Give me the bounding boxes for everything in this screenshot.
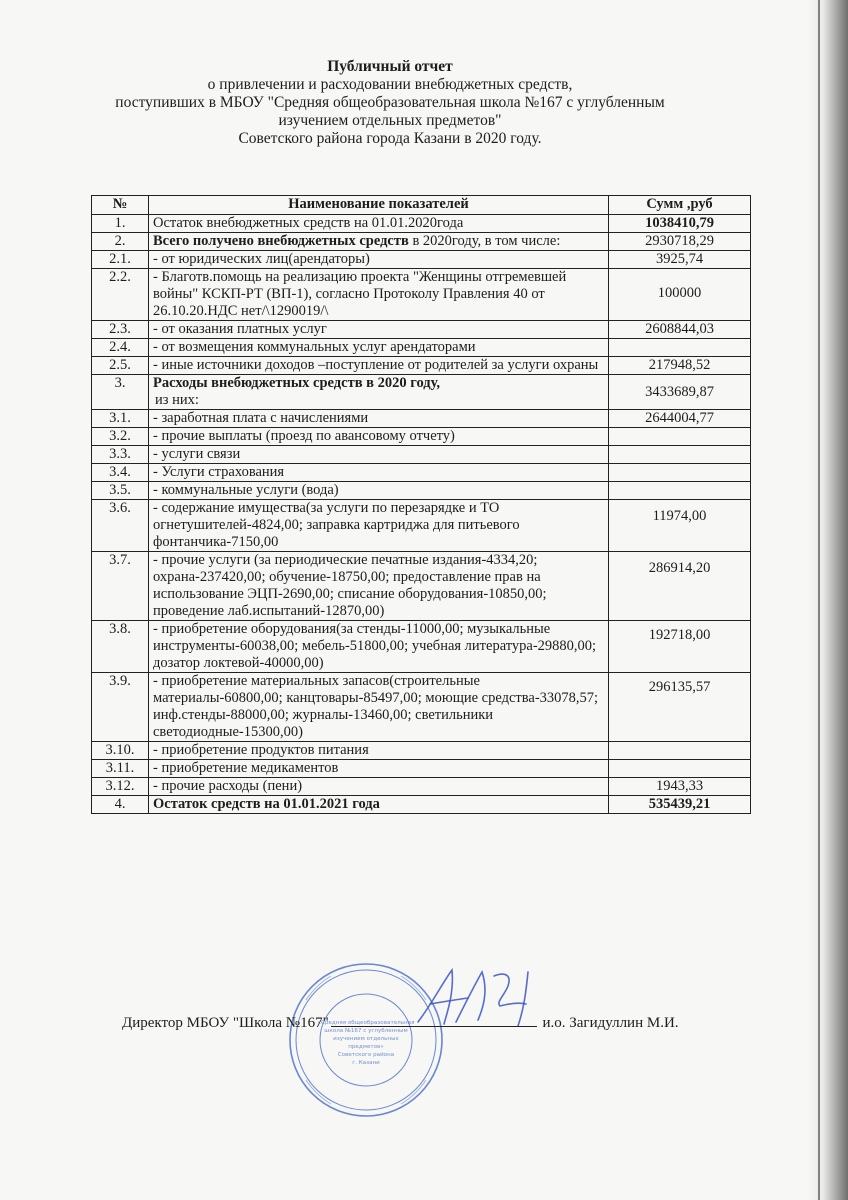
row-amount: 100000: [609, 269, 751, 321]
report-table: [91, 195, 751, 814]
row-amount: 286914,20: [609, 552, 751, 621]
row-number: 2.4.: [92, 339, 149, 357]
table-row: [92, 796, 751, 814]
director-name: и.о. Загидуллин М.И.: [542, 1015, 679, 1031]
row-number: 2.5.: [92, 357, 149, 375]
row-name: - приобретение оборудования(за стенды-11000,00; музыкальные инструменты-60038,00; мебель-51800,00; учебная литература-29880,00; дозатор локтевой-40000,00): [149, 621, 609, 673]
svg-text:предметов»: предметов»: [348, 1044, 384, 1050]
table-row: [92, 410, 751, 428]
row-name: - прочие расходы (пени): [149, 778, 609, 796]
report-subtitle-line-4: Советского района города Казани в 2020 году.: [238, 130, 542, 147]
row-name: [149, 375, 609, 410]
table-row: [92, 552, 751, 621]
row-amount: [609, 464, 751, 482]
svg-text:изучением отдельных: изучением отдельных: [333, 1036, 399, 1042]
row-number: 3.7.: [92, 552, 149, 621]
table-row: [92, 482, 751, 500]
row-number: 3.11.: [92, 760, 149, 778]
row-number: 2.3.: [92, 321, 149, 339]
row-amount: [609, 742, 751, 760]
report-subtitle-line-2: поступивших в МБОУ "Средняя общеобразовательная школа №167 с углубленным: [115, 94, 665, 111]
director-position: Директор МБОУ "Школа №167": [122, 1015, 329, 1031]
row-name-rest: в 2020году, в том числе:: [408, 233, 561, 249]
svg-text:Советского района: Советского района: [337, 1052, 395, 1058]
row-name: Остаток внебюджетных средств на 01.01.2020года: [149, 215, 609, 233]
row-number: 2.: [92, 233, 149, 251]
row-number: 3.2.: [92, 428, 149, 446]
scan-edge-line: [818, 0, 820, 1200]
row-amount: 192718,00: [609, 621, 751, 673]
report-subtitle-line-1: о привлечении и расходовании внебюджетных средств,: [207, 76, 573, 93]
row-name: [149, 233, 609, 251]
table-row: [92, 464, 751, 482]
row-number: 4.: [92, 796, 149, 814]
row-amount: 2644004,77: [609, 410, 751, 428]
signature-underline: [331, 1014, 537, 1027]
row-name: - приобретение продуктов питания: [149, 742, 609, 760]
table-row: [92, 357, 751, 375]
row-name: - от юридических лиц(арендаторы): [149, 251, 609, 269]
row-number: 3.6.: [92, 500, 149, 552]
report-subtitle-line-3: изучением отдельных предметов": [278, 112, 502, 129]
row-amount: [609, 428, 751, 446]
column-header-amount: Сумм ,руб: [609, 196, 751, 215]
signature-line: [122, 1014, 762, 1032]
scan-edge-shadow: [806, 0, 848, 1200]
row-amount: 296135,57: [609, 673, 751, 742]
row-number: 3.3.: [92, 446, 149, 464]
row-name: - от возмещения коммунальных услуг арендаторами: [149, 339, 609, 357]
row-name: - приобретение материальных запасов(строительные материалы-60800,00; канцтовары-85497,00; моющие средства-33078,57; инф.стенды-88000,00; журналы-13460,00; светильники светодиодные-15300,00): [149, 673, 609, 742]
row-number: 2.2.: [92, 269, 149, 321]
row-name: Остаток средств на 01.01.2021 года: [149, 796, 609, 814]
row-number: 3.: [92, 375, 149, 410]
svg-text:«Средняя общеобразовательная: «Средняя общеобразовательная: [317, 1020, 415, 1026]
row-name: - приобретение медикаментов: [149, 760, 609, 778]
svg-text:г. Казани: г. Казани: [352, 1060, 380, 1066]
table-row: [92, 673, 751, 742]
table-row: [92, 339, 751, 357]
table-header-row: [92, 196, 751, 215]
row-name-bold: Расходы внебюджетных средств в 2020 году,: [153, 375, 441, 391]
row-name: - заработная плата с начислениями: [149, 410, 609, 428]
row-name: - Благотв.помощь на реализацию проекта "Женщины отгремевшей войны" КСКП-РТ (ВП-1), согласно Протоколу Правления 40 от 26.10.20.НДС нет/\1290019/\: [149, 269, 609, 321]
row-name: - прочие выплаты (проезд по авансовому отчету): [149, 428, 609, 446]
row-amount: 1038410,79: [609, 215, 751, 233]
row-amount: [609, 760, 751, 778]
table-row: [92, 742, 751, 760]
row-name: - коммунальные услуги (вода): [149, 482, 609, 500]
report-title: Публичный отчет: [327, 58, 453, 75]
table-row: [92, 446, 751, 464]
table-row: [92, 269, 751, 321]
row-amount: 2930718,29: [609, 233, 751, 251]
row-name: - прочие услуги (за периодические печатные издания-4334,20; охрана-237420,00; обучение-18750,00; предоставление прав на использование ЭЦП-2690,00; списание оборудования-10850,00; проведение лаб.испытаний-12870,00): [149, 552, 609, 621]
row-amount: [609, 446, 751, 464]
column-header-number: №: [92, 196, 149, 215]
row-amount: 3925,74: [609, 251, 751, 269]
row-number: 3.9.: [92, 673, 149, 742]
row-name: - от оказания платных услуг: [149, 321, 609, 339]
row-amount: [609, 339, 751, 357]
row-number: 3.8.: [92, 621, 149, 673]
row-name: - услуги связи: [149, 446, 609, 464]
row-name-bold: Всего получено внебюджетных средств: [153, 233, 409, 249]
row-number: 3.5.: [92, 482, 149, 500]
table-row: [92, 321, 751, 339]
report-header: [90, 58, 690, 148]
table-row: [92, 251, 751, 269]
row-amount: 11974,00: [609, 500, 751, 552]
row-number: 3.10.: [92, 742, 149, 760]
row-number: 2.1.: [92, 251, 149, 269]
row-amount: 217948,52: [609, 357, 751, 375]
svg-text:школа №167 с углубленным: школа №167 с углубленным: [324, 1028, 408, 1034]
table-row: [92, 778, 751, 796]
table-row: [92, 621, 751, 673]
row-amount: 1943,33: [609, 778, 751, 796]
row-amount: 2608844,03: [609, 321, 751, 339]
row-name-rest: из них:: [155, 392, 199, 408]
table-row: [92, 375, 751, 410]
row-amount: 535439,21: [609, 796, 751, 814]
row-name: - содержание имущества(за услуги по перезарядке и ТО огнетушителей-4824,00; заправка картриджа для питьевого фонтанчика-7150,00: [149, 500, 609, 552]
row-name: - Услуги страхования: [149, 464, 609, 482]
column-header-name: Наименование показателей: [149, 196, 609, 215]
row-amount: [609, 482, 751, 500]
row-number: 3.4.: [92, 464, 149, 482]
row-name: - иные источники доходов –поступление от родителей за услуги охраны: [149, 357, 609, 375]
row-number: 3.12.: [92, 778, 149, 796]
table-row: [92, 233, 751, 251]
table-row: [92, 760, 751, 778]
table-row: [92, 428, 751, 446]
row-amount: 3433689,87: [609, 375, 751, 410]
table-row: [92, 500, 751, 552]
table-row: [92, 215, 751, 233]
row-number: 3.1.: [92, 410, 149, 428]
row-number: 1.: [92, 215, 149, 233]
